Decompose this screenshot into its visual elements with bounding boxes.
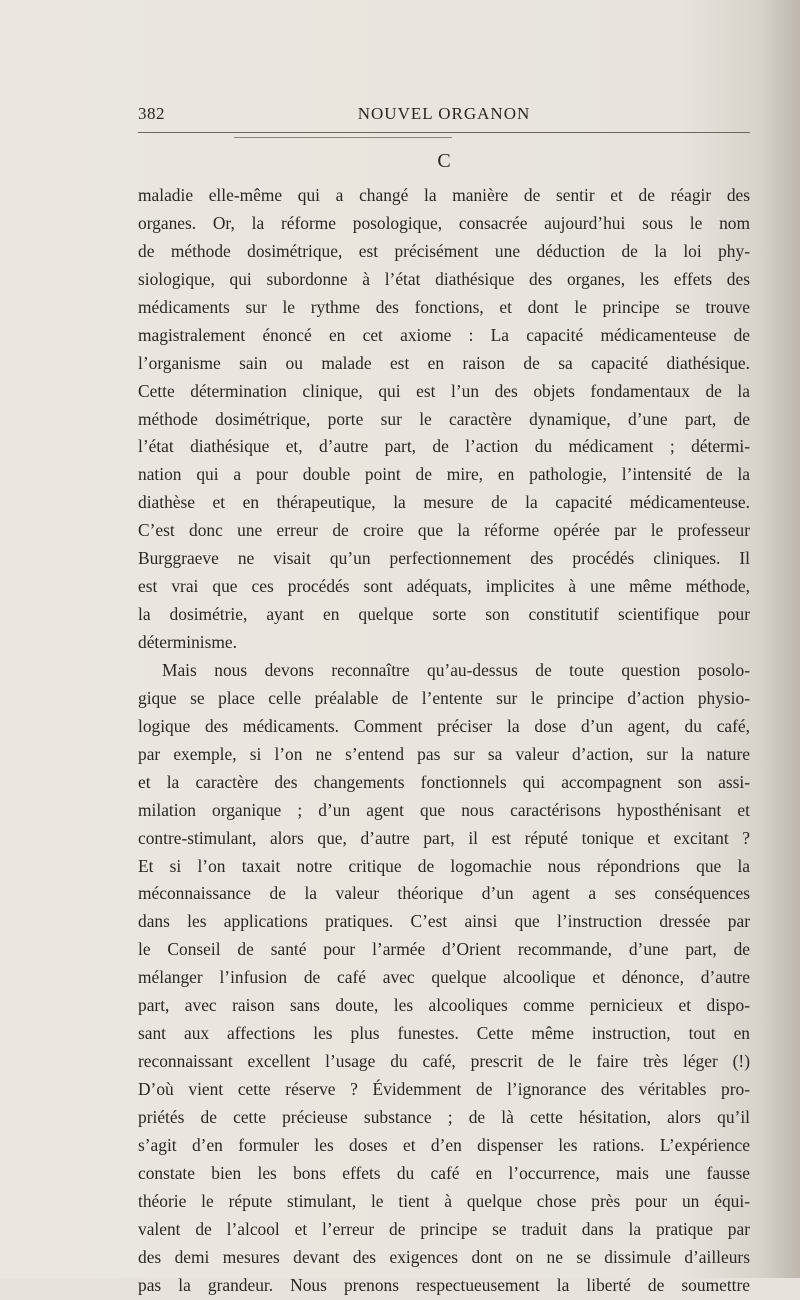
section-letter: C: [437, 150, 451, 172]
page-header: [138, 104, 750, 128]
text-line: milation organique ; d’un agent que nous caractérisons hyposthénisant et: [138, 799, 750, 820]
text-line: de méthode dosimétrique, est précisément une déduction de la loi phy-: [138, 240, 750, 261]
text-line: priétés de cette précieuse substance ; de là cette hésitation, alors qu’il: [138, 1106, 750, 1127]
text-line: siologique, qui subordonne à l’état diathésique des organes, les effets des: [138, 268, 750, 289]
text-line: Mais nous devons reconnaître qu’au-dessus de toute question posolo-: [162, 659, 750, 680]
text-line: et la caractère des changements fonctionnels qui accompagnent son assi-: [138, 771, 750, 792]
text-line: l’organisme sain ou malade est en raison de sa capacité diathésique.: [138, 352, 750, 373]
text-line: l’état diathésique et, d’autre part, de l’action du médicament ; détermi-: [138, 436, 750, 457]
running-title: NOUVEL ORGANON: [357, 104, 531, 123]
text-line: Burggraeve ne visait qu’un perfectionnement des procédés cliniques. Il: [138, 548, 750, 569]
text-line: gique se place celle préalable de l’entente sur le principe d’action physio-: [138, 687, 750, 708]
text-line: théorie le répute stimulant, le tient à quelque chose près pour un équi-: [138, 1190, 750, 1211]
text-line: Et si l’on taxait notre critique de logomachie nous répondrions que la: [138, 855, 750, 876]
text-line: constate bien les bons effets du café en l’occurrence, mais une fausse: [138, 1162, 750, 1183]
text-line: s’agit d’en formuler les doses et d’en dispenser les rations. L’expérience: [138, 1134, 750, 1155]
text-line: déterminisme.: [138, 632, 238, 652]
text-line: médicaments sur le rythme des fonctions, et dont le principe se trouve: [138, 296, 750, 317]
page-number: 382: [138, 104, 165, 123]
text-line: C’est donc une erreur de croire que la réforme opérée par le professeur: [138, 520, 750, 541]
text-line: des demi mesures devant des exigences dont on ne se dissimule d’ailleurs: [138, 1246, 750, 1267]
text-line: organes. Or, la réforme posologique, consacrée aujourd’hui sous le nom: [138, 212, 750, 233]
text-line: Cette détermination clinique, qui est l’un des objets fondamentaux de la: [138, 380, 750, 401]
text-line: logique des médicaments. Comment préciser la dose d’un agent, du café,: [138, 715, 750, 736]
text-line: sant aux affections les plus funestes. Cette même instruction, tout en: [138, 1023, 750, 1044]
text-line: pas la grandeur. Nous prenons respectueusement la liberté de soumettre: [138, 1274, 750, 1295]
text-line: est vrai que ces procédés sont adéquats, implicites à une même méthode,: [138, 576, 750, 597]
text-line: diathèse et en thérapeutique, la mesure de la capacité médicamenteuse.: [138, 492, 750, 513]
text-line: le Conseil de santé pour l’armée d’Orient recommande, d’une part, de: [138, 939, 750, 960]
text-line: la dosimétrie, ayant en quelque sorte son constitutif scientifique pour: [138, 604, 750, 625]
text-line: nation qui a pour double point de mire, en pathologie, l’intensité de la: [138, 464, 750, 485]
text-line: magistralement énoncé en cet axiome : La capacité médicamenteuse de: [138, 324, 750, 345]
text-line: méconnaissance de la valeur théorique d’un agent a ses conséquences: [138, 883, 750, 904]
text-line: reconnaissant excellent l’usage du café, prescrit de le faire très léger (!): [138, 1051, 750, 1072]
text-line: contre-stimulant, alors que, d’autre part, il est réputé tonique et excitant ?: [138, 827, 750, 848]
signature-rule: [234, 137, 452, 138]
text-line: mélanger l’infusion de café avec quelque alcoolique et dénonce, d’autre: [138, 967, 750, 988]
text-line: valent de l’alcool et l’erreur de principe se traduit dans la pratique par: [138, 1218, 750, 1239]
text-line: dans les applications pratiques. C’est ainsi que l’instruction dressée par: [138, 911, 750, 932]
text-line: D’où vient cette réserve ? Évidemment de l’ignorance des véritables pro-: [138, 1079, 750, 1099]
text-line: part, avec raison sans doute, les alcooliques comme pernicieux et dispo-: [138, 995, 750, 1016]
text-line: méthode dosimétrique, porte sur le caractère dynamique, d’une part, de: [138, 408, 750, 429]
header-rule: [138, 132, 750, 133]
body-text: [138, 182, 750, 1300]
text-line: par exemple, si l’on ne s’entend pas sur sa valeur d’action, sur la nature: [138, 743, 750, 764]
text-line: maladie elle-même qui a changé la manière de sentir et de réagir des: [138, 185, 750, 205]
